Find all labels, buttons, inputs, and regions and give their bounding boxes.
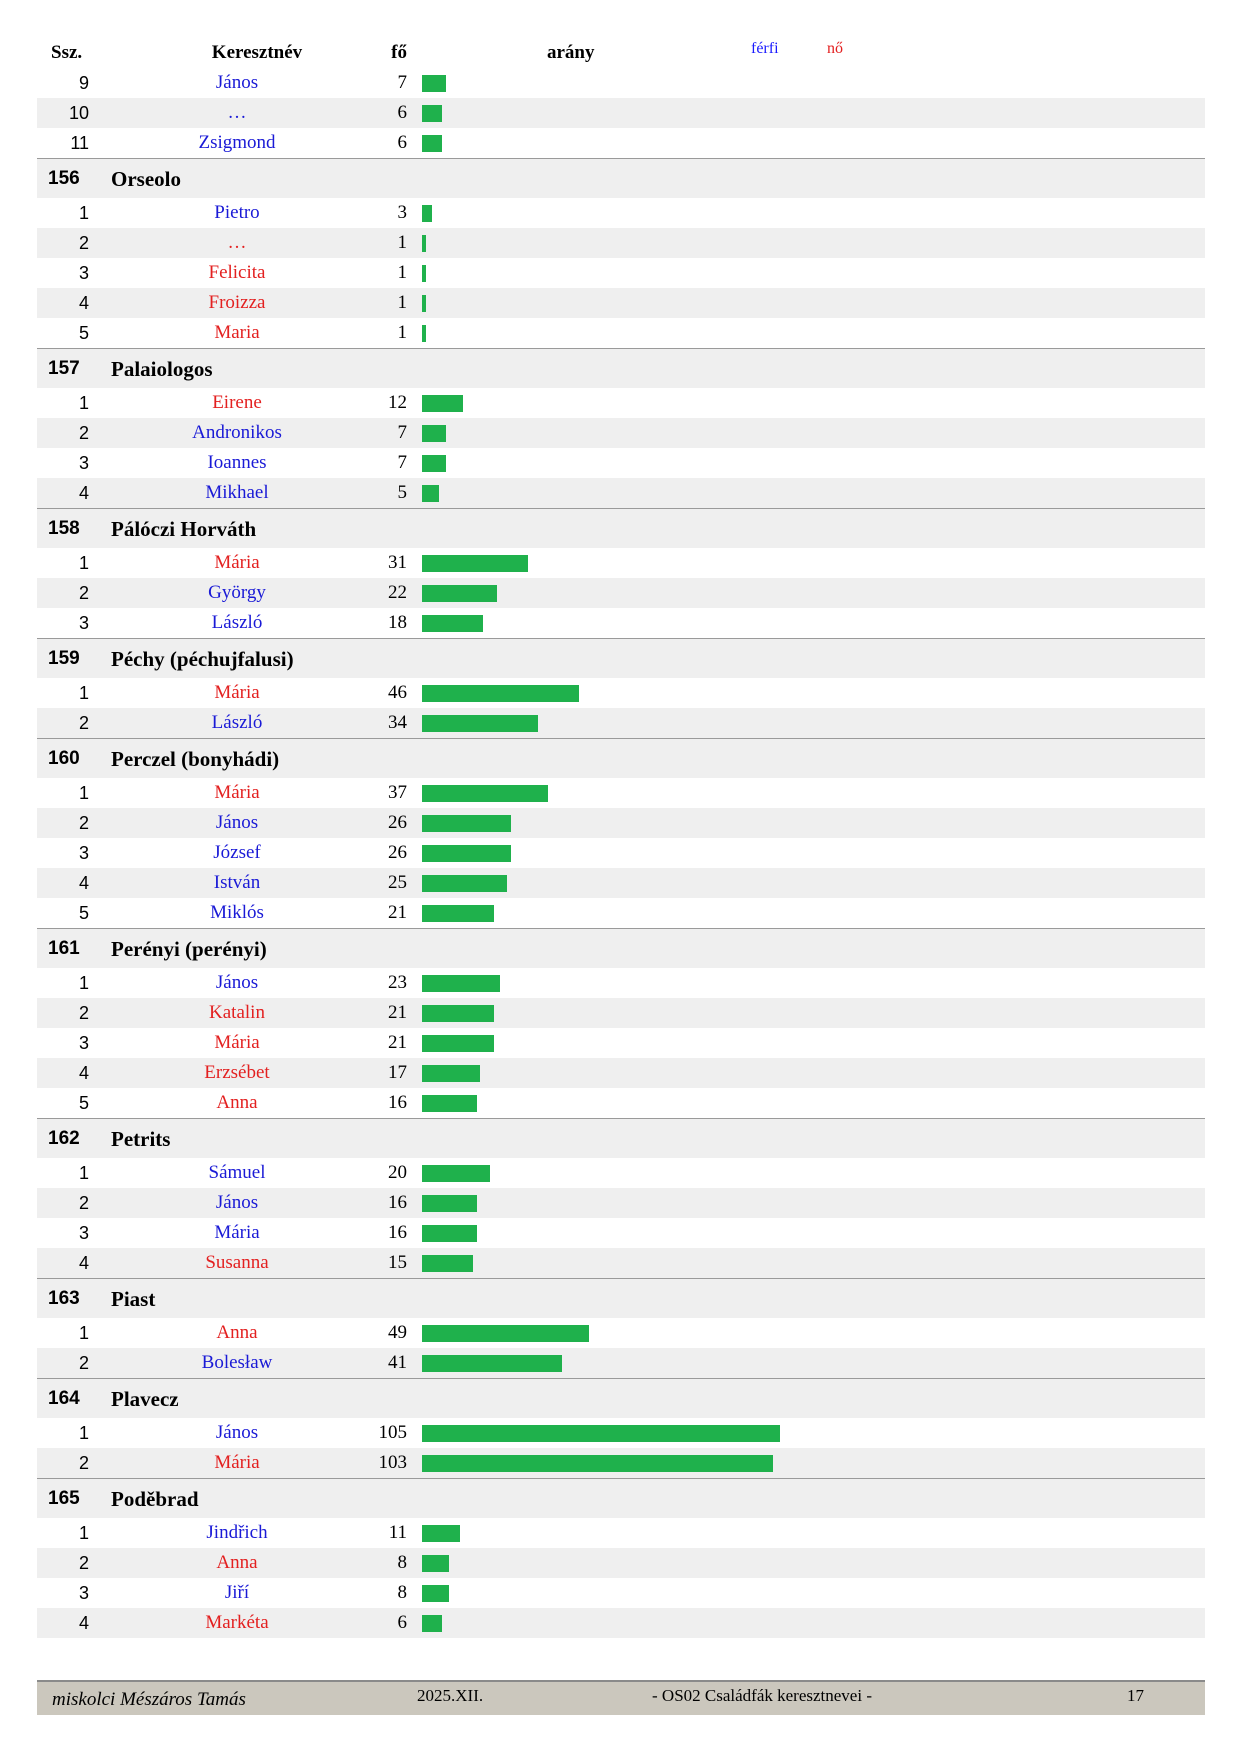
ratio-bar bbox=[422, 685, 579, 702]
person-count: 105 bbox=[378, 1422, 407, 1443]
ratio-bar bbox=[422, 1165, 490, 1182]
family-number: 159 bbox=[48, 648, 80, 669]
person-count: 21 bbox=[388, 1032, 407, 1053]
ratio-bar bbox=[422, 1455, 773, 1472]
ratio-bar bbox=[422, 1195, 477, 1212]
list-item bbox=[37, 228, 1205, 258]
list-item bbox=[37, 1058, 1205, 1088]
row-index: 2 bbox=[78, 1003, 89, 1023]
given-name: János bbox=[215, 812, 259, 833]
given-name: Zsigmond bbox=[198, 132, 276, 153]
given-name: Jindřich bbox=[206, 1522, 268, 1543]
list-item bbox=[37, 678, 1205, 708]
given-name: Anna bbox=[216, 1322, 258, 1343]
given-name: László bbox=[211, 612, 263, 633]
list-item bbox=[37, 388, 1205, 418]
given-name: Sámuel bbox=[208, 1162, 266, 1183]
family-name: Piast bbox=[111, 1287, 156, 1311]
person-count: 34 bbox=[388, 712, 407, 733]
row-index: 9 bbox=[78, 73, 89, 93]
person-count: 49 bbox=[388, 1322, 407, 1343]
person-count: 6 bbox=[397, 132, 407, 153]
list-item bbox=[37, 448, 1205, 478]
given-name: György bbox=[208, 582, 266, 603]
ratio-bar bbox=[422, 105, 442, 122]
person-count: 103 bbox=[378, 1452, 407, 1473]
person-count: 7 bbox=[397, 72, 407, 93]
list-item bbox=[37, 548, 1205, 578]
ratio-bar bbox=[422, 875, 507, 892]
list-item bbox=[37, 1188, 1205, 1218]
ratio-bar bbox=[422, 1615, 442, 1632]
ratio-bar bbox=[422, 1035, 494, 1052]
given-name: János bbox=[215, 1422, 259, 1443]
person-count: 18 bbox=[388, 612, 407, 633]
person-count: 26 bbox=[388, 842, 407, 863]
person-count: 1 bbox=[397, 232, 407, 253]
given-name: Mikhael bbox=[205, 482, 269, 503]
list-item bbox=[37, 1418, 1205, 1448]
given-name: Jiří bbox=[224, 1582, 250, 1603]
list-item bbox=[37, 128, 1205, 158]
given-name: József bbox=[213, 842, 261, 863]
list-item bbox=[37, 708, 1205, 738]
list-item bbox=[37, 318, 1205, 348]
given-name: … bbox=[227, 102, 247, 123]
family-number: 165 bbox=[48, 1488, 80, 1509]
row-index: 4 bbox=[78, 1063, 89, 1083]
family-number: 156 bbox=[48, 168, 80, 189]
family-header bbox=[37, 638, 1205, 678]
footer-page-number: 17 bbox=[1127, 1686, 1144, 1705]
row-index: 1 bbox=[78, 683, 89, 703]
person-count: 46 bbox=[388, 682, 407, 703]
list-item bbox=[37, 578, 1205, 608]
ratio-bar bbox=[422, 295, 426, 312]
row-index: 2 bbox=[78, 1553, 89, 1573]
given-name: János bbox=[215, 72, 259, 93]
list-item bbox=[37, 288, 1205, 318]
ratio-bar bbox=[422, 485, 439, 502]
ratio-bar bbox=[422, 585, 497, 602]
name-frequency-list bbox=[37, 68, 1205, 1638]
list-item bbox=[37, 1248, 1205, 1278]
ratio-bar bbox=[422, 235, 426, 252]
ratio-bar bbox=[422, 1525, 460, 1542]
ratio-bar bbox=[422, 265, 426, 282]
legend-ferfi: férfi bbox=[751, 40, 779, 57]
row-index: 3 bbox=[78, 263, 89, 283]
list-item bbox=[37, 1518, 1205, 1548]
ratio-bar bbox=[422, 455, 446, 472]
row-index: 2 bbox=[78, 583, 89, 603]
family-number: 163 bbox=[48, 1288, 80, 1309]
person-count: 7 bbox=[397, 452, 407, 473]
list-item bbox=[37, 1088, 1205, 1118]
list-item bbox=[37, 1548, 1205, 1578]
list-item bbox=[37, 868, 1205, 898]
row-index: 5 bbox=[78, 323, 89, 343]
person-count: 11 bbox=[388, 1522, 407, 1543]
ratio-bar bbox=[422, 1325, 589, 1342]
person-count: 20 bbox=[388, 1162, 407, 1183]
person-count: 31 bbox=[388, 552, 407, 573]
family-header bbox=[37, 738, 1205, 778]
ratio-bar bbox=[422, 205, 432, 222]
given-name: Ioannes bbox=[207, 452, 267, 473]
ratio-bar bbox=[422, 1005, 494, 1022]
row-index: 2 bbox=[78, 1353, 89, 1373]
ratio-bar bbox=[422, 975, 500, 992]
header-arany: arány bbox=[547, 42, 595, 63]
person-count: 12 bbox=[388, 392, 407, 413]
given-name: … bbox=[227, 232, 247, 253]
row-index: 10 bbox=[68, 103, 89, 123]
person-count: 37 bbox=[388, 782, 407, 803]
ratio-bar bbox=[422, 555, 528, 572]
given-name: Miklós bbox=[210, 902, 264, 923]
family-header bbox=[37, 348, 1205, 388]
family-header bbox=[37, 928, 1205, 968]
header-keresztnev: Keresztnév bbox=[211, 42, 303, 63]
row-index: 5 bbox=[78, 1093, 89, 1113]
person-count: 26 bbox=[388, 812, 407, 833]
list-item bbox=[37, 1608, 1205, 1638]
footer-author: miskolci Mészáros Tamás bbox=[52, 1689, 246, 1710]
person-count: 1 bbox=[397, 292, 407, 313]
given-name: János bbox=[215, 1192, 259, 1213]
list-item bbox=[37, 478, 1205, 508]
ratio-bar bbox=[422, 1555, 449, 1572]
given-name: Katalin bbox=[209, 1002, 265, 1023]
row-index: 1 bbox=[78, 1523, 89, 1543]
ratio-bar bbox=[422, 395, 463, 412]
family-number: 164 bbox=[48, 1388, 80, 1409]
family-name: Perényi (perényi) bbox=[111, 937, 267, 961]
column-header bbox=[37, 38, 1205, 68]
ratio-bar bbox=[422, 1255, 473, 1272]
ratio-bar bbox=[422, 905, 494, 922]
list-item bbox=[37, 418, 1205, 448]
row-index: 3 bbox=[78, 613, 89, 633]
list-item bbox=[37, 1448, 1205, 1478]
list-item bbox=[37, 778, 1205, 808]
person-count: 22 bbox=[388, 582, 407, 603]
given-name: Mária bbox=[214, 1222, 260, 1243]
person-count: 41 bbox=[388, 1352, 407, 1373]
row-index: 2 bbox=[78, 423, 89, 443]
row-index: 1 bbox=[78, 973, 89, 993]
family-number: 162 bbox=[48, 1128, 80, 1149]
row-index: 4 bbox=[78, 1613, 89, 1633]
ratio-bar bbox=[422, 1065, 480, 1082]
list-item bbox=[37, 1158, 1205, 1188]
person-count: 17 bbox=[388, 1062, 407, 1083]
list-item bbox=[37, 258, 1205, 288]
row-index: 1 bbox=[78, 553, 89, 573]
ratio-bar bbox=[422, 845, 511, 862]
family-name: Pálóczi Horváth bbox=[111, 517, 257, 541]
family-header bbox=[37, 1278, 1205, 1318]
given-name: László bbox=[211, 712, 263, 733]
family-name: Petrits bbox=[111, 1127, 171, 1151]
person-count: 23 bbox=[388, 972, 407, 993]
person-count: 21 bbox=[388, 1002, 407, 1023]
row-index: 1 bbox=[78, 1163, 89, 1183]
ratio-bar bbox=[422, 1425, 780, 1442]
ratio-bar bbox=[422, 425, 446, 442]
list-item bbox=[37, 68, 1205, 98]
person-count: 21 bbox=[388, 902, 407, 923]
given-name: Eirene bbox=[212, 392, 262, 413]
row-index: 3 bbox=[78, 1223, 89, 1243]
family-header bbox=[37, 1378, 1205, 1418]
family-header bbox=[37, 158, 1205, 198]
row-index: 1 bbox=[78, 1323, 89, 1343]
row-index: 3 bbox=[78, 843, 89, 863]
given-name: Andronikos bbox=[192, 422, 282, 443]
given-name: Erzsébet bbox=[204, 1062, 270, 1083]
row-index: 2 bbox=[78, 1193, 89, 1213]
family-name: Poděbrad bbox=[111, 1487, 199, 1511]
family-header bbox=[37, 1478, 1205, 1518]
person-count: 8 bbox=[397, 1552, 407, 1573]
family-name: Perczel (bonyhádi) bbox=[111, 747, 280, 771]
list-item bbox=[37, 898, 1205, 928]
row-index: 3 bbox=[78, 453, 89, 473]
ratio-bar bbox=[422, 75, 446, 92]
given-name: János bbox=[215, 972, 259, 993]
ratio-bar bbox=[422, 785, 548, 802]
row-index: 3 bbox=[78, 1583, 89, 1603]
ratio-bar bbox=[422, 135, 442, 152]
list-item bbox=[37, 808, 1205, 838]
list-item bbox=[37, 1578, 1205, 1608]
given-name: Markéta bbox=[205, 1612, 269, 1633]
list-item bbox=[37, 198, 1205, 228]
ratio-bar bbox=[422, 615, 483, 632]
given-name: Mária bbox=[214, 552, 260, 573]
given-name: Mária bbox=[214, 782, 260, 803]
given-name: Pietro bbox=[214, 202, 260, 223]
given-name: Susanna bbox=[205, 1252, 269, 1273]
given-name: Felicita bbox=[208, 262, 266, 283]
row-index: 4 bbox=[78, 873, 89, 893]
person-count: 1 bbox=[397, 322, 407, 343]
given-name: Mária bbox=[214, 1452, 260, 1473]
row-index: 2 bbox=[78, 233, 89, 253]
row-index: 2 bbox=[78, 813, 89, 833]
row-index: 11 bbox=[70, 133, 89, 153]
row-index: 3 bbox=[78, 1033, 89, 1053]
row-index: 1 bbox=[78, 783, 89, 803]
ratio-bar bbox=[422, 715, 538, 732]
header-fo: fő bbox=[391, 42, 407, 63]
given-name: Mária bbox=[214, 1032, 260, 1053]
list-item bbox=[37, 838, 1205, 868]
page-footer bbox=[37, 1680, 1205, 1715]
ratio-bar bbox=[422, 1095, 477, 1112]
ratio-bar bbox=[422, 325, 426, 342]
person-count: 25 bbox=[388, 872, 407, 893]
given-name: Anna bbox=[216, 1092, 258, 1113]
family-header bbox=[37, 508, 1205, 548]
list-item bbox=[37, 1218, 1205, 1248]
person-count: 8 bbox=[397, 1582, 407, 1603]
person-count: 7 bbox=[397, 422, 407, 443]
family-name: Palaiologos bbox=[111, 357, 213, 381]
list-item bbox=[37, 1028, 1205, 1058]
footer-date: 2025.XII. bbox=[417, 1686, 484, 1705]
given-name: Mária bbox=[214, 682, 260, 703]
footer-title: - OS02 Családfák keresztnevei - bbox=[652, 1686, 872, 1705]
ratio-bar bbox=[422, 815, 511, 832]
row-index: 4 bbox=[78, 293, 89, 313]
family-name: Péchy (péchujfalusi) bbox=[111, 647, 294, 671]
person-count: 16 bbox=[388, 1222, 407, 1243]
person-count: 3 bbox=[397, 202, 407, 223]
person-count: 16 bbox=[388, 1092, 407, 1113]
family-name: Plavecz bbox=[111, 1387, 179, 1411]
given-name: Anna bbox=[216, 1552, 258, 1573]
given-name: Maria bbox=[214, 322, 260, 343]
family-name: Orseolo bbox=[111, 167, 181, 191]
list-item bbox=[37, 98, 1205, 128]
family-number: 157 bbox=[48, 358, 80, 379]
ratio-bar bbox=[422, 1585, 449, 1602]
given-name: Froizza bbox=[208, 292, 266, 313]
person-count: 1 bbox=[397, 262, 407, 283]
row-index: 5 bbox=[78, 903, 89, 923]
person-count: 6 bbox=[397, 1612, 407, 1633]
list-item bbox=[37, 1318, 1205, 1348]
person-count: 15 bbox=[388, 1252, 407, 1273]
header-ssz: Ssz. bbox=[51, 42, 83, 63]
family-number: 161 bbox=[48, 938, 80, 959]
list-item bbox=[37, 998, 1205, 1028]
person-count: 5 bbox=[397, 482, 407, 503]
given-name: István bbox=[213, 872, 261, 893]
row-index: 1 bbox=[78, 203, 89, 223]
row-index: 2 bbox=[78, 1453, 89, 1473]
person-count: 16 bbox=[388, 1192, 407, 1213]
row-index: 1 bbox=[78, 1423, 89, 1443]
row-index: 1 bbox=[78, 393, 89, 413]
list-item bbox=[37, 608, 1205, 638]
list-item bbox=[37, 1348, 1205, 1378]
row-index: 4 bbox=[78, 1253, 89, 1273]
given-name: Bolesław bbox=[201, 1352, 273, 1373]
family-number: 160 bbox=[48, 748, 80, 769]
family-number: 158 bbox=[48, 518, 80, 539]
family-header bbox=[37, 1118, 1205, 1158]
list-item bbox=[37, 968, 1205, 998]
legend-no: nő bbox=[827, 40, 843, 57]
ratio-bar bbox=[422, 1355, 562, 1372]
row-index: 2 bbox=[78, 713, 89, 733]
row-index: 4 bbox=[78, 483, 89, 503]
ratio-bar bbox=[422, 1225, 477, 1242]
person-count: 6 bbox=[397, 102, 407, 123]
